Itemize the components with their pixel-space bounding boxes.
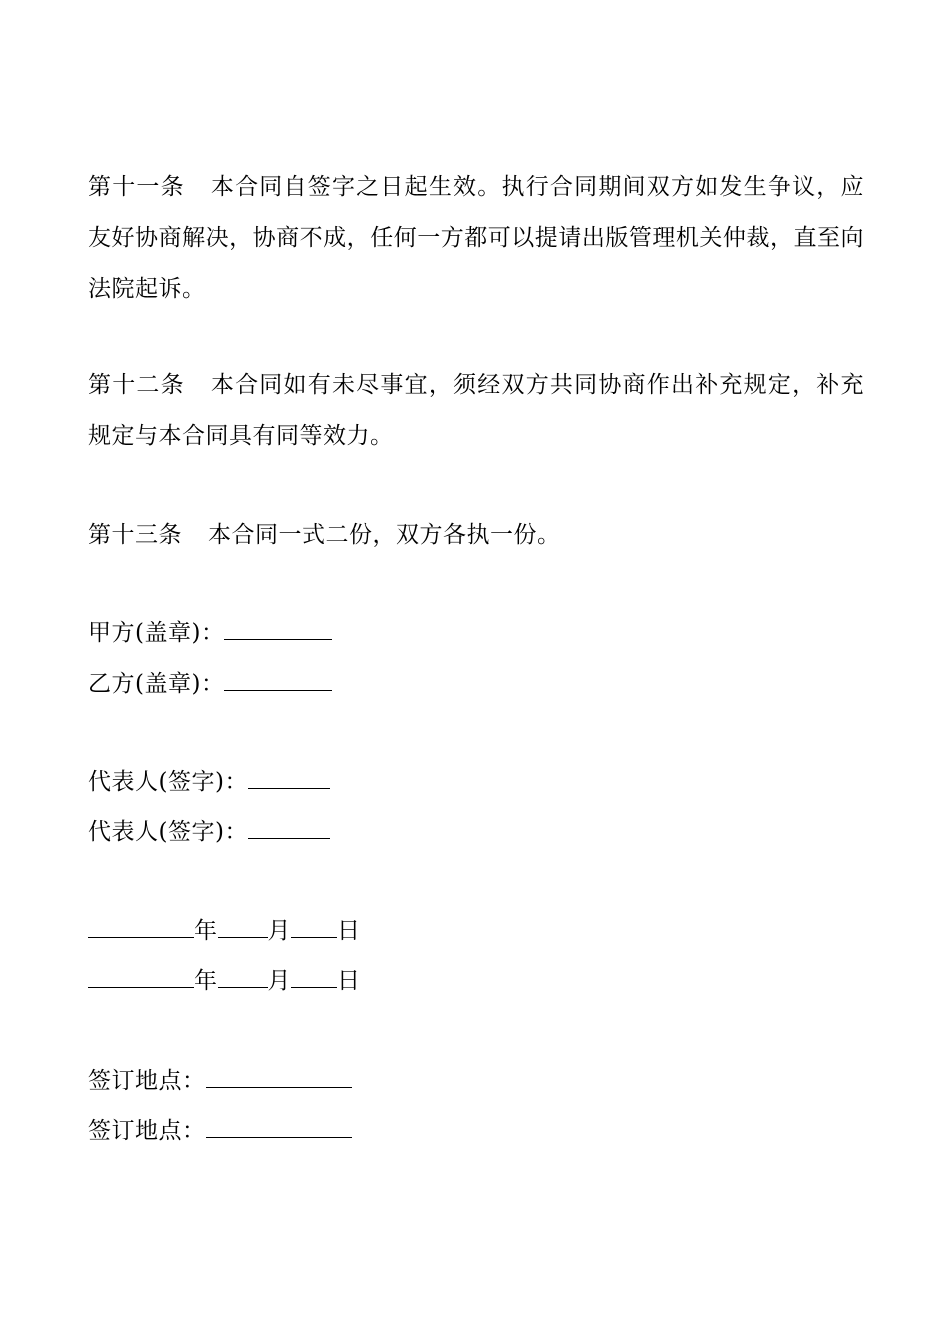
year-label: 年 [194,918,218,944]
clause-13 [88,510,864,561]
representative-b-blank[interactable] [248,818,330,839]
year-label: 年 [194,968,218,994]
signing-place-label: 签订地点： [88,1118,206,1144]
signing-place-label: 签订地点： [88,1068,206,1094]
year-blank[interactable] [88,967,194,988]
clause-heading: 第十一条 [88,174,185,200]
signing-place-line-b [88,1116,352,1146]
clause-heading: 第十三条 [88,522,182,548]
party-b-seal-line [88,669,332,699]
signing-place-blank[interactable] [206,1067,352,1088]
day-blank[interactable] [291,967,337,988]
month-label: 月 [267,918,291,944]
representative-b-label: 代表人(签字)： [88,819,248,845]
year-blank[interactable] [88,917,194,938]
signing-place-blank[interactable] [206,1117,352,1138]
date-line-a [88,916,361,946]
party-a-seal-label: 甲方(盖章)： [88,620,225,646]
party-b-seal-label: 乙方(盖章)： [88,671,225,697]
representative-a-label: 代表人(签字)： [88,769,248,795]
clause-12 [88,360,864,462]
day-label: 日 [337,918,361,944]
party-a-seal-line [88,618,332,648]
representative-a-line [88,767,330,797]
representative-b-line [88,817,330,847]
party-a-seal-blank[interactable] [224,619,332,640]
representative-a-blank[interactable] [248,768,330,789]
month-blank[interactable] [218,967,268,988]
signing-place-line-a [88,1066,352,1096]
clause-body: 本合同一式二份，双方各执一份。 [208,522,561,548]
day-blank[interactable] [291,917,337,938]
clause-body: 本合同如有未尽事宜，须经双方共同协商作出补充规定，补充规定与本合同具有同等效力。 [88,372,865,449]
day-label: 日 [337,968,361,994]
month-label: 月 [267,968,291,994]
month-blank[interactable] [218,917,268,938]
clause-11 [88,162,864,315]
clause-heading: 第十二条 [88,372,185,398]
date-line-b [88,966,361,996]
party-b-seal-blank[interactable] [224,670,332,691]
clause-body: 本合同自签字之日起生效。执行合同期间双方如发生争议，应友好协商解决，协商不成，任何一方都可以提请出版管理机关仲裁，直至向法院起诉。 [88,174,865,302]
